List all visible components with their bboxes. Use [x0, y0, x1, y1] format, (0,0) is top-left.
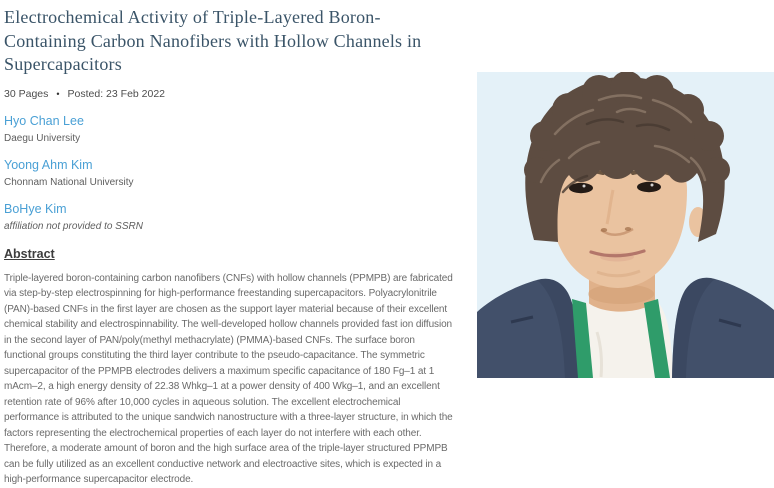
abstract-text: Triple-layered boron-containing carbon nanofibers (CNFs) with hollow channels (PPMPB) are fabricated via step-by-step electrospinning for high-performance freestanding supercapacitors. Polyacrylonitrile (PAN)-based CNFs in the first layer are chosen as the support layer material because of their excellent chemical stability and electrospinnability. The well-developed hollow channels provided fast ion diffusion in the second layer of PAN/poly(methyl methacrylate) (PMMA)-based CNFs. The surface boron functional groups constituting the third layer contribute to the pseudo-capacitance. The symmetric supercapacitor of the PPMPB electrodes delivers a maximum specific capacitance of 180 Fg–1 at 1 mAcm–2, a high energy density of 22.38 Whkg–1 at a power density of 400 Wkg–1, and an excellent retention rate of 96% after 10,000 cycles in aqueous solution. The excellent electrochemical performance is attributed to the unique sandwich nanostructure with a three-layer structure, in which the factors representing the electrochemical properties of each layer do not interfere with each other. Therefore, a moderate amount of boron and the high surface area of the triple-layer structured PPMPB can be fully utilized as an excellent conductive network and electroactive sites, which is expected in a high-performance supercapacitor electrode. [4, 272, 453, 485]
left-eye-highlight [583, 185, 586, 188]
author-block [4, 156, 457, 188]
hair-curl [640, 75, 674, 109]
author-block [4, 112, 457, 144]
posted-date: Posted: 23 Feb 2022 [67, 87, 166, 100]
author-portrait-illustration [477, 72, 774, 378]
hair-curl [694, 121, 724, 151]
right-eye [637, 182, 661, 192]
meta-bullet-separator: • [56, 88, 60, 99]
author-link[interactable]: Yoong Ahm Kim [4, 157, 93, 172]
paper-meta [4, 88, 457, 100]
paper-summary-panel [4, 2, 457, 488]
page-count: 30 Pages [4, 87, 49, 100]
author-block [4, 200, 457, 232]
left-nostril [601, 228, 607, 232]
hair-curl [530, 121, 560, 151]
paper-title: Electrochemical Activity of Triple-Layered Boron-Containing Carbon Nanofibers with Hollow Channels in Supercapacitors [4, 7, 422, 74]
hair-curl [704, 157, 730, 183]
right-eye-highlight [651, 184, 654, 187]
author-affiliation: Chonnam National University [4, 176, 134, 188]
abstract-heading: Abstract [4, 246, 55, 261]
author-photo [477, 72, 774, 378]
hair-curl [610, 72, 644, 105]
author-affiliation: affiliation not provided to SSRN [4, 220, 143, 232]
hair-curl [524, 157, 550, 183]
right-nostril [625, 227, 631, 231]
author-link[interactable]: Hyo Chan Lee [4, 113, 84, 128]
author-affiliation: Daegu University [4, 132, 81, 144]
author-link[interactable]: BoHye Kim [4, 201, 67, 216]
